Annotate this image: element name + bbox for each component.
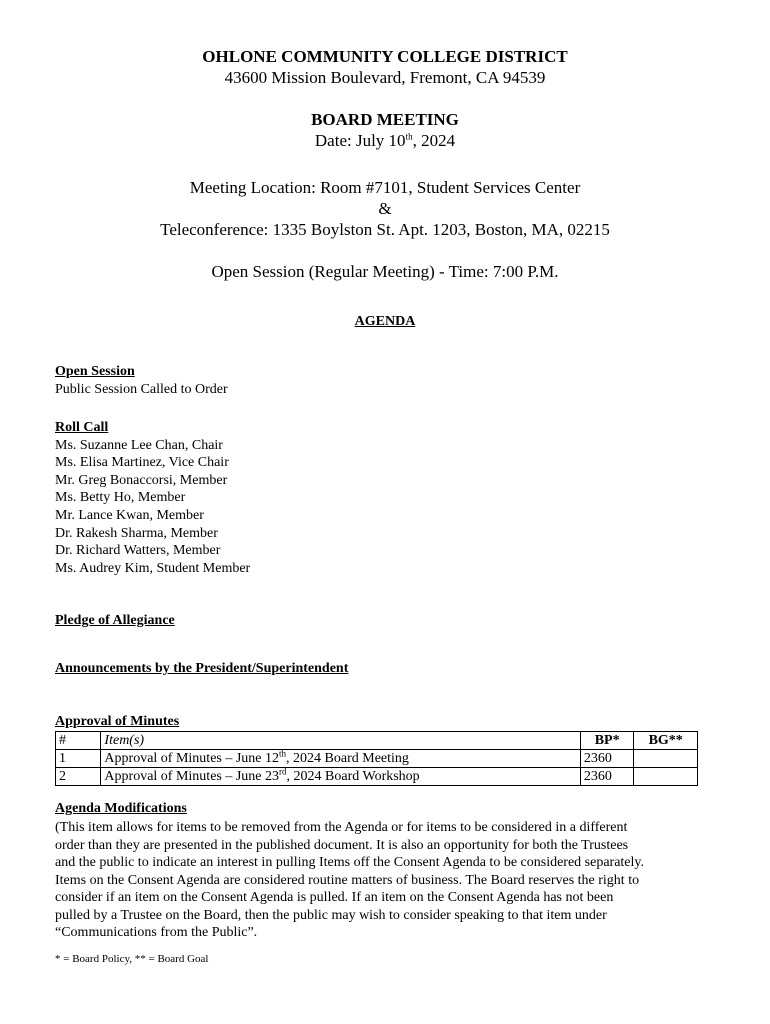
- open-session-time: Open Session (Regular Meeting) - Time: 7:00 P.M.: [211, 262, 559, 281]
- meeting-location: Meeting Location: Room #7101, Student Services Center: [189, 178, 581, 197]
- table-row: [56, 750, 698, 768]
- row-number: 1: [56, 750, 101, 768]
- approval-minutes-heading: Approval of Minutes: [55, 714, 180, 729]
- row-number: 2: [56, 768, 101, 786]
- footnote: * = Board Policy, ** = Board Goal: [55, 953, 209, 965]
- roll-call-member: Ms. Betty Ho, Member: [55, 490, 186, 506]
- meeting-date-year: , 2024: [412, 131, 456, 150]
- roll-call-member: Dr. Richard Watters, Member: [55, 543, 221, 559]
- row-item-ordinal: rd: [279, 766, 287, 777]
- column-header-items: Item(s): [101, 732, 580, 750]
- table-row: [56, 768, 698, 786]
- pledge-heading: Pledge of Allegiance: [55, 613, 175, 628]
- column-header-number: #: [56, 732, 101, 750]
- column-header-bg: BG**: [634, 732, 698, 750]
- row-bg: [634, 750, 698, 768]
- meeting-date: [0, 131, 770, 151]
- open-session-text: Public Session Called to Order: [55, 381, 228, 397]
- location-ampersand: &: [378, 199, 392, 218]
- row-bp: 2360: [580, 768, 634, 786]
- row-item-suffix: , 2024 Board Workshop: [286, 769, 420, 784]
- minutes-table: [55, 731, 698, 786]
- meeting-title: BOARD MEETING: [311, 110, 459, 129]
- paragraph-line: Items on the Consent Agenda are considered routine matters of business. The Board reserves the right to: [55, 872, 640, 888]
- paragraph-line: (This item allows for items to be removed from the Agenda or for items to be considered in a different: [55, 820, 628, 835]
- roll-call-member: Mr. Lance Kwan, Member: [55, 507, 204, 523]
- paragraph-line: and the public to indicate an interest in pulling Items off the Consent Agenda to be considered separately.: [55, 855, 645, 870]
- roll-call-member: Ms. Audrey Kim, Student Member: [55, 560, 251, 576]
- paragraph-line: “Communications from the Public”.: [55, 925, 258, 940]
- announcements-heading: Announcements by the President/Superintendent: [55, 661, 349, 676]
- meeting-date-text: Date: July 10: [314, 131, 406, 150]
- district-address: 43600 Mission Boulevard, Fremont, CA 94539: [224, 68, 546, 87]
- roll-call-heading: Roll Call: [55, 420, 109, 435]
- paragraph-line: pulled by a Trustee on the Board, then the public may wish to consider speaking to that item under: [55, 907, 607, 923]
- row-item-text: Approval of Minutes – June 12: [104, 751, 280, 766]
- paragraph-line: order than they are presented in the published document. It is also an opportunity for both the Trustees: [55, 837, 629, 853]
- row-item-text: Approval of Minutes – June 23: [104, 769, 280, 784]
- row-item: [101, 768, 580, 786]
- agenda-modifications-text: [55, 819, 705, 942]
- row-item-suffix: , 2024 Board Meeting: [286, 751, 409, 766]
- roll-call-member: Ms. Suzanne Lee Chan, Chair: [55, 437, 223, 453]
- row-item: [101, 750, 580, 768]
- row-item-ordinal: th: [279, 748, 287, 759]
- roll-call-member: Mr. Greg Bonaccorsi, Member: [55, 472, 228, 488]
- meeting-date-ordinal: th: [405, 131, 413, 142]
- open-session-section: [55, 363, 228, 398]
- agenda-heading: AGENDA: [354, 314, 416, 329]
- agenda-modifications-heading: Agenda Modifications: [55, 801, 187, 816]
- teleconference-location: Teleconference: 1335 Boylston St. Apt. 1203, Boston, MA, 02215: [160, 220, 610, 239]
- table-header-row: [56, 732, 698, 750]
- row-bp: 2360: [580, 750, 634, 768]
- open-session-heading: Open Session: [55, 364, 135, 379]
- column-header-bp: BP*: [580, 732, 634, 750]
- paragraph-line: consider if an item on the Consent Agenda is pulled. If an item on the Consent Agenda has not been: [55, 890, 614, 905]
- district-name: OHLONE COMMUNITY COLLEGE DISTRICT: [202, 47, 568, 66]
- roll-call-member: Ms. Elisa Martinez, Vice Chair: [55, 455, 229, 471]
- row-bg: [634, 768, 698, 786]
- roll-call-member: Dr. Rakesh Sharma, Member: [55, 525, 218, 541]
- roll-call-section: [55, 419, 250, 577]
